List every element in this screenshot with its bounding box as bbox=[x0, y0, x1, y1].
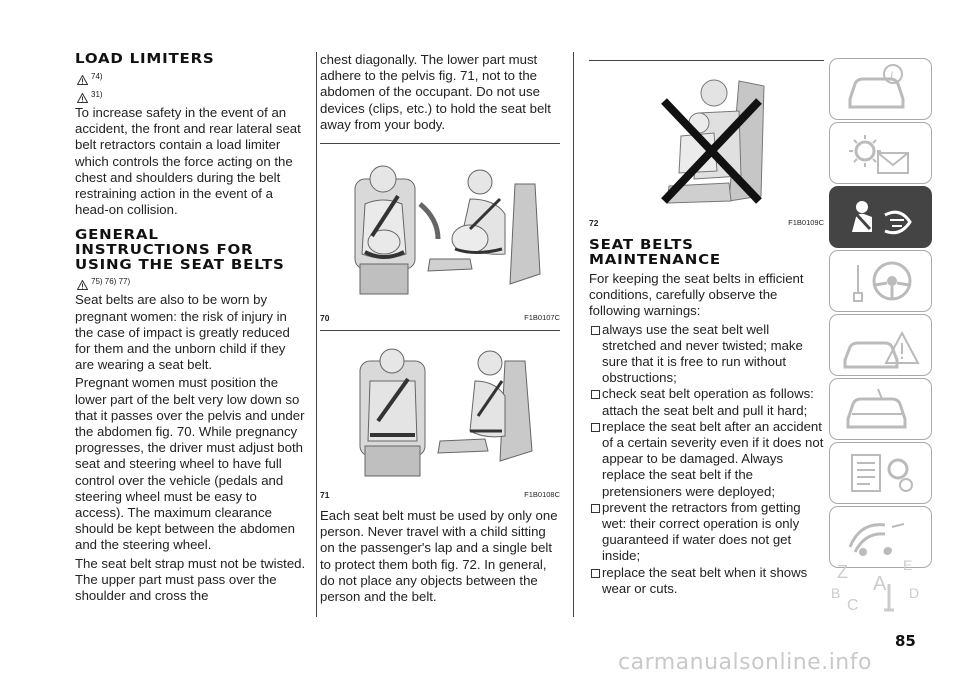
title-line: INSTRUCTIONS FOR bbox=[75, 241, 254, 258]
list-item bbox=[589, 322, 824, 387]
svg-text:i: i bbox=[890, 68, 894, 82]
checkbox-bullet-icon bbox=[591, 390, 600, 399]
figure-code: F1B0107C bbox=[524, 313, 560, 323]
list-item-text: prevent the retractors from getting wet: their correct operation is only guaranteed if water does not get inside; bbox=[602, 499, 801, 564]
column-1 bbox=[75, 52, 307, 606]
column-2 bbox=[320, 52, 560, 607]
car-info-icon[interactable] bbox=[829, 58, 932, 120]
index-letter: D bbox=[909, 585, 920, 601]
warning-ref-text: 75) 76) 77) bbox=[91, 277, 131, 287]
column-divider bbox=[573, 52, 574, 617]
warning-ref-75-77 bbox=[77, 276, 307, 290]
maintenance-icon[interactable] bbox=[829, 378, 932, 440]
list-item-text: check seat belt operation as follows: attach the seat belt and pull it hard; bbox=[602, 386, 814, 418]
figure-caption bbox=[320, 310, 560, 326]
checkbox-bullet-icon bbox=[591, 504, 600, 513]
warning-triangle-icon bbox=[77, 280, 88, 290]
paragraph-load-limiters: To increase safety in the event of an accident, the front and rear lateral seat belt retractors contain a load limiter which controls the force acting on the chest and shoulders during the belt restraining action in the event of a head-on collision. bbox=[75, 105, 301, 218]
index-letter: C bbox=[847, 597, 859, 614]
warning-triangle-icon bbox=[77, 75, 88, 85]
section-title-maintenance bbox=[589, 238, 824, 268]
paragraph-strap-continued: chest diagonally. The lower part must adhere to the pelvis fig. 71, not to the abdomen of the occupant. Do not use devices (clips, etc.) to hold the seat belt away from your body. bbox=[320, 52, 551, 132]
list-item-text: replace the seat belt after an accident of a certain severity even if it does not appear to be damaged. Always replace the seat belt if the pretensioners were deployed; bbox=[602, 418, 824, 499]
starting-driving-icon[interactable] bbox=[829, 250, 932, 312]
technical-data-icon[interactable] bbox=[829, 442, 932, 504]
checkbox-bullet-icon bbox=[591, 326, 600, 335]
warning-triangle-icon bbox=[77, 93, 88, 103]
paragraph-pregnant-women: Seat belts are also to be worn by pregnant women: the risk of injury in the case of impact is greatly reduced for them and the unborn child if they are wearing a seat belt. bbox=[75, 292, 290, 373]
index-letter: Z bbox=[837, 562, 848, 582]
list-item-text: always use the seat belt well stretched and never twisted; make sure that it is free to run without obstructions; bbox=[602, 321, 803, 386]
list-item bbox=[589, 565, 824, 597]
paragraph-belt-position: Pregnant women must position the lower part of the belt very low down so that it passes over the pelvis and under the abdomen fig. 70. While pregnancy progresses, the driver must adjust both seat and steering wheel to have full control over the vehicle (pedals and steering wheel must be easy to access). The maximum clearance should be kept between the abdomen and the steering wheel. bbox=[75, 375, 305, 553]
title-line: MAINTENANCE bbox=[589, 251, 721, 268]
column-3 bbox=[589, 52, 824, 597]
figure-number: 70 bbox=[320, 313, 330, 324]
figure-code: F1B0109C bbox=[788, 218, 824, 228]
warning-ref-text: 31) bbox=[91, 89, 103, 99]
figure-number: 71 bbox=[320, 490, 330, 501]
figure-caption bbox=[589, 215, 824, 231]
child-on-lap-prohibited-illustration bbox=[589, 61, 824, 209]
index-letter: B bbox=[831, 585, 841, 601]
warning-ref-31 bbox=[77, 89, 307, 103]
index-icon[interactable] bbox=[829, 556, 930, 614]
list-item bbox=[589, 500, 824, 565]
page-number: 85 bbox=[895, 632, 916, 650]
warning-ref-text: 74) bbox=[91, 71, 103, 81]
paragraph-maintenance-intro: For keeping the seat belts in efficient conditions, carefully observe the following warnings: bbox=[589, 271, 804, 319]
safety-icon[interactable] bbox=[829, 186, 932, 248]
checkbox-bullet-icon bbox=[591, 569, 600, 578]
watermark-text: carmanualsonline.info bbox=[618, 650, 872, 675]
column-divider bbox=[316, 52, 317, 617]
list-item bbox=[589, 419, 824, 500]
index-letter: E bbox=[903, 557, 913, 573]
figure-70 bbox=[320, 143, 560, 322]
pregnant-woman-seatbelt-illustration bbox=[320, 144, 560, 304]
emergency-icon[interactable] bbox=[829, 314, 932, 376]
list-item-text: replace the seat belt when it shows wear or cuts. bbox=[602, 564, 808, 596]
list-item bbox=[589, 386, 824, 418]
section-title-general-instructions bbox=[75, 228, 307, 273]
figure-72 bbox=[589, 60, 824, 229]
index-letter: A bbox=[873, 573, 887, 595]
warning-lights-icon[interactable] bbox=[829, 122, 932, 184]
title-line: GENERAL bbox=[75, 226, 159, 243]
paragraph-strap-twist: The seat belt strap must not be twisted. The upper part must pass over the shoulder and cross the bbox=[75, 555, 306, 604]
title-line: USING THE SEAT BELTS bbox=[75, 256, 285, 273]
figure-71 bbox=[320, 330, 560, 501]
figure-number: 72 bbox=[589, 218, 599, 229]
section-title-load-limiters: LOAD LIMITERS bbox=[75, 50, 215, 67]
title-line: SEAT BELTS bbox=[589, 236, 694, 253]
figure-code: F1B0108C bbox=[524, 490, 560, 500]
checkbox-bullet-icon bbox=[591, 423, 600, 432]
adult-seatbelt-illustration bbox=[320, 331, 560, 481]
paragraph-one-person: Each seat belt must be used by only one person. Never travel with a child sitting on the passenger's lap and a single belt to protect them both fig. 72. In general, do not place any objects between the person and the belt. bbox=[320, 508, 558, 605]
warning-ref-74 bbox=[77, 71, 307, 85]
figure-caption bbox=[320, 487, 560, 503]
